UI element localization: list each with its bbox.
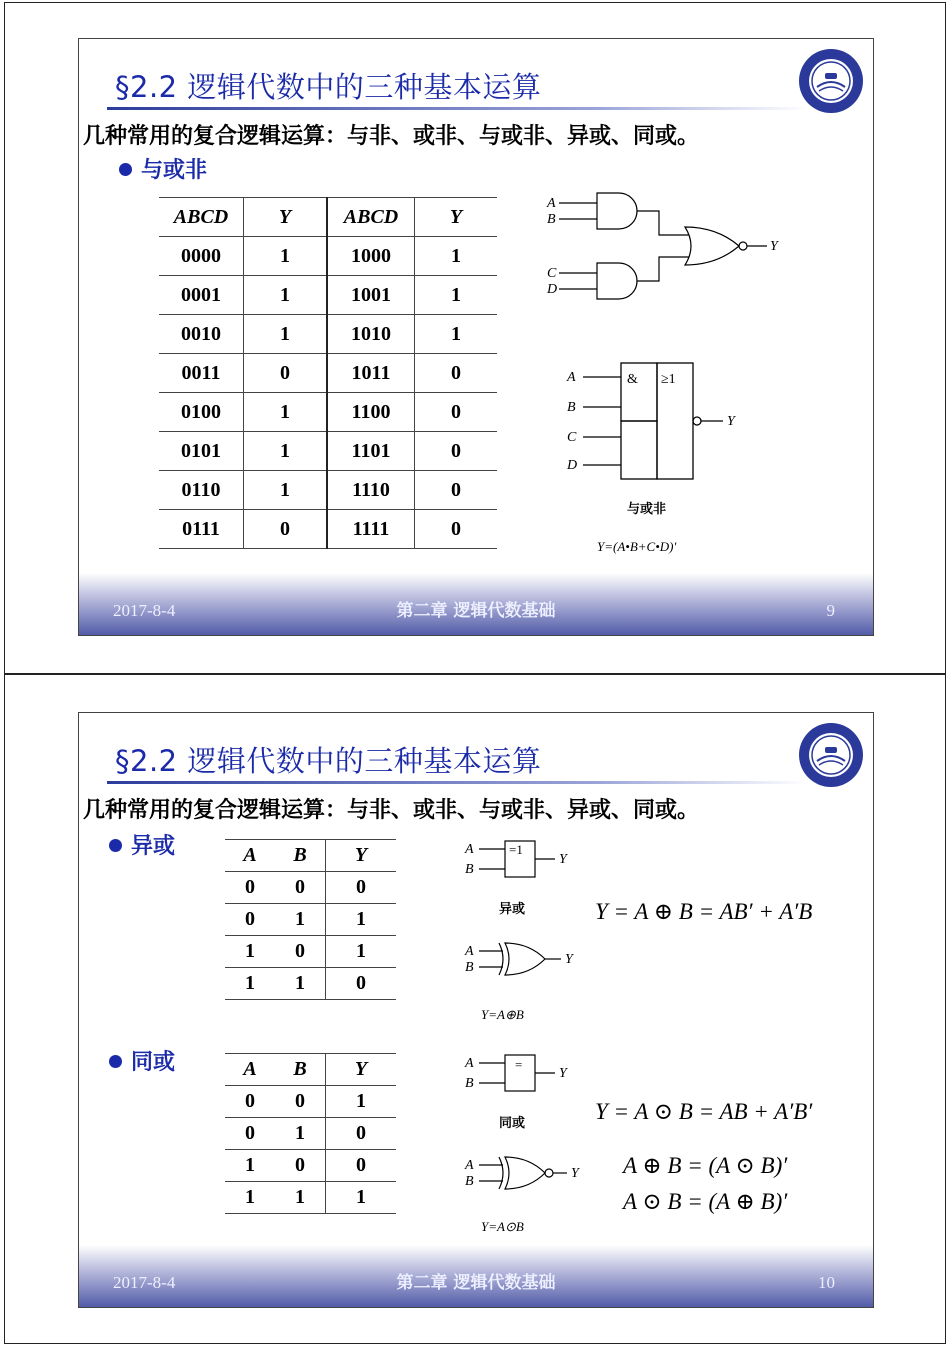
table-header-row: [159, 198, 497, 237]
input-b-label: B: [465, 862, 474, 877]
cell: 0111: [159, 510, 244, 549]
cell: 1: [326, 936, 397, 968]
identity-xnor-xor: A ⊙ B = (A ⊕ B)′: [623, 1189, 788, 1214]
cell: 0: [415, 354, 498, 393]
identity-xor-xnor: A ⊕ B = (A ⊙ B)′: [623, 1153, 788, 1178]
bullet-label: 与或非: [141, 158, 208, 183]
slide-footer: [79, 573, 873, 635]
slide-title: §2.2 逻辑代数中的三种基本运算: [115, 744, 542, 778]
output-y-label: Y: [571, 1166, 579, 1181]
header-cell: Y: [326, 840, 397, 872]
cell: 0: [225, 1118, 275, 1150]
slide-title: §2.2 逻辑代数中的三种基本运算: [115, 70, 542, 104]
header-cell: B: [275, 840, 326, 872]
aoi-gate-schematic: [541, 189, 791, 319]
cell: 0: [225, 872, 275, 904]
truth-table-xnor: [225, 1053, 396, 1214]
cell: 0: [225, 1086, 275, 1118]
table-row: [159, 471, 497, 510]
cell: 1100: [327, 393, 415, 432]
xnor-equation: Y = A ⊙ B = AB + A′B′: [595, 1099, 813, 1124]
header-cell: ABCD: [327, 198, 415, 237]
cell: 0: [244, 510, 328, 549]
xor-caption: 异或: [499, 902, 526, 917]
xor-gate-symbols: [459, 837, 589, 1027]
cell: 1: [244, 276, 328, 315]
input-a-label: A: [465, 1158, 474, 1173]
or-symbol: ≥1: [661, 372, 676, 387]
output-y-label: Y: [727, 414, 735, 429]
truth-table-xor: [225, 839, 396, 1000]
aoi-iec-symbol: [563, 357, 763, 557]
bullet-aoi: [119, 153, 207, 184]
cell: 1: [225, 968, 275, 1000]
bullet-xnor: [109, 1045, 175, 1076]
diagram-formula: Y=(A•B+C•D)′: [597, 539, 677, 554]
cell: 0: [275, 1086, 326, 1118]
footer-date: 2017-8-4: [113, 1273, 176, 1292]
table-header-row: [225, 840, 396, 872]
table-row: [225, 1150, 396, 1182]
output-y-label: Y: [559, 1066, 567, 1081]
header-cell: Y: [244, 198, 328, 237]
footer-date: 2017-8-4: [113, 601, 176, 620]
cell: 0101: [159, 432, 244, 471]
table-row: [225, 872, 396, 904]
bullet-label: 同或: [131, 1050, 176, 1075]
footer-page-number: 9: [826, 601, 835, 620]
xnor-symbol-text: =: [515, 1057, 523, 1072]
university-seal-icon: [797, 47, 865, 115]
input-b-label: B: [465, 960, 474, 975]
header-cell: Y: [326, 1054, 397, 1086]
cell: 1: [326, 1086, 397, 1118]
input-a-label: A: [465, 944, 474, 959]
xor-formula-small: Y=A⊕B: [481, 1007, 524, 1022]
output-y-label: Y: [565, 952, 573, 967]
cell: 0: [326, 968, 397, 1000]
cell: 0: [415, 510, 498, 549]
cell: 1111: [327, 510, 415, 549]
input-b-label: B: [567, 400, 576, 415]
xor-symbol-text: =1: [509, 842, 523, 857]
cell: 1: [275, 1182, 326, 1214]
header-cell: A: [225, 1054, 275, 1086]
table-row: [225, 1182, 396, 1214]
input-a-label: A: [465, 842, 474, 857]
cell: 1: [415, 315, 498, 354]
bullet-dot: [119, 163, 132, 176]
cell: 1010: [327, 315, 415, 354]
cell: 0001: [159, 276, 244, 315]
table-row: [225, 904, 396, 936]
cell: 0: [326, 1118, 397, 1150]
cell: 1: [244, 432, 328, 471]
cell: 1: [415, 237, 498, 276]
slide-9: [78, 38, 874, 636]
cell: 0: [415, 432, 498, 471]
slide-10: [78, 712, 874, 1308]
cell: 1011: [327, 354, 415, 393]
cell: 1: [244, 237, 328, 276]
header-cell: A: [225, 840, 275, 872]
cell: 1: [225, 1182, 275, 1214]
truth-table-aoi: [159, 197, 497, 549]
table-row: [159, 237, 497, 276]
table-row: [159, 510, 497, 549]
cell: 0: [225, 904, 275, 936]
table-row: [225, 968, 396, 1000]
cell: 1: [415, 276, 498, 315]
table-row: [159, 354, 497, 393]
cell: 1000: [327, 237, 415, 276]
cell: 1: [244, 471, 328, 510]
input-b-label: B: [465, 1076, 474, 1091]
cell: 1: [225, 936, 275, 968]
table-row: [159, 393, 497, 432]
cell: 0011: [159, 354, 244, 393]
input-d-label: D: [547, 282, 558, 297]
cell: 0000: [159, 237, 244, 276]
cell: 1: [244, 315, 328, 354]
input-a-label: A: [465, 1056, 474, 1071]
output-y-label: Y: [770, 239, 778, 254]
cell: 1: [275, 968, 326, 1000]
header-cell: ABCD: [159, 198, 244, 237]
bullet-label: 异或: [131, 834, 176, 859]
table-row: [159, 276, 497, 315]
title-underline: [107, 781, 807, 784]
xnor-gate-symbols: [459, 1051, 589, 1241]
cell: 0: [326, 872, 397, 904]
intro-text: 几种常用的复合逻辑运算：与非、或非、与或非、异或、同或。: [83, 124, 700, 149]
footer-chapter: 第二章 逻辑代数基础: [396, 601, 556, 621]
table-row: [225, 936, 396, 968]
output-y-label: Y: [559, 852, 567, 867]
cell: 0110: [159, 471, 244, 510]
cell: 0: [415, 471, 498, 510]
table-header-row: [225, 1054, 396, 1086]
cell: 0: [326, 1150, 397, 1182]
bullet-dot: [109, 1055, 122, 1068]
cell: 0100: [159, 393, 244, 432]
input-c-label: C: [547, 266, 557, 281]
input-a-label: A: [567, 370, 576, 385]
table-row: [225, 1086, 396, 1118]
cell: 1001: [327, 276, 415, 315]
cell: 1101: [327, 432, 415, 471]
cell: 1: [275, 1118, 326, 1150]
cell: 0: [275, 872, 326, 904]
input-b-label: B: [465, 1174, 474, 1189]
table-row: [159, 432, 497, 471]
cell: 1: [326, 1182, 397, 1214]
cell: 0: [275, 1150, 326, 1182]
input-b-label: B: [547, 212, 556, 227]
footer-page-number: 10: [818, 1273, 835, 1292]
diagram-caption: 与或非: [627, 502, 667, 517]
xor-equation: Y = A ⊕ B = AB′ + A′B: [595, 899, 813, 924]
university-seal-icon: [797, 721, 865, 789]
header-cell: B: [275, 1054, 326, 1086]
table-row: [159, 315, 497, 354]
cell: 0: [275, 936, 326, 968]
bullet-xor: [109, 829, 175, 860]
cell: 1: [225, 1150, 275, 1182]
input-a-label: A: [547, 196, 556, 211]
input-c-label: C: [567, 430, 577, 445]
title-underline: [107, 107, 807, 110]
xnor-caption: 同或: [499, 1116, 526, 1131]
table-row: [225, 1118, 396, 1150]
xnor-formula-small: Y=A⊙B: [481, 1219, 524, 1234]
cell: 0: [415, 393, 498, 432]
cell: 0: [244, 354, 328, 393]
intro-text: 几种常用的复合逻辑运算：与非、或非、与或非、异或、同或。: [83, 798, 700, 823]
cell: 1: [326, 904, 397, 936]
header-cell: Y: [415, 198, 498, 237]
and-symbol: &: [627, 372, 638, 387]
input-d-label: D: [567, 458, 578, 473]
cell: 1110: [327, 471, 415, 510]
bullet-dot: [109, 839, 122, 852]
cell: 1: [244, 393, 328, 432]
cell: 1: [275, 904, 326, 936]
slide-footer: [79, 1245, 873, 1307]
footer-chapter: 第二章 逻辑代数基础: [396, 1273, 556, 1293]
cell: 0010: [159, 315, 244, 354]
